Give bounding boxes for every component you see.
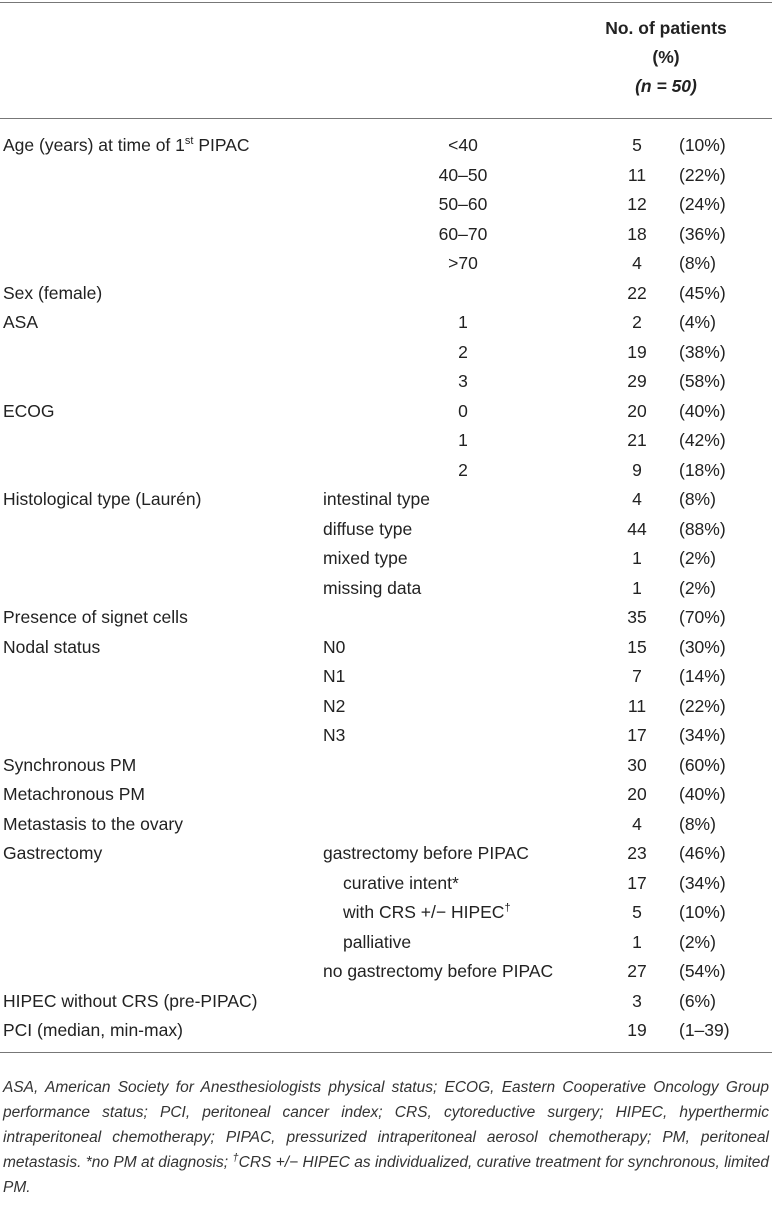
table-row (0, 515, 772, 545)
footnote-dagger: † (232, 1151, 239, 1164)
row-count: 4 (632, 489, 642, 510)
row-subcategory (313, 810, 613, 840)
row-subcategory (313, 515, 613, 545)
table-row (0, 898, 772, 928)
row-count: 2 (632, 312, 642, 333)
row-label (0, 190, 313, 220)
table-row (0, 574, 772, 604)
table-row (0, 190, 772, 220)
row-subcategory (313, 131, 613, 161)
row-subcategory (313, 839, 613, 869)
row-label (0, 515, 313, 545)
row-subcategory-text (313, 902, 613, 923)
row-count: 3 (632, 990, 642, 1011)
row-percent: (1–39) (679, 1020, 730, 1041)
row-subcategory-text (313, 135, 613, 156)
row-subcategory-value: 3 (458, 371, 468, 392)
row-percent: (40%) (679, 784, 726, 805)
row-subcategory-value: no gastrectomy before PIPAC (323, 961, 554, 982)
row-label (0, 957, 313, 987)
row-label (0, 692, 313, 722)
table-row (0, 220, 772, 250)
row-subcategory-value: <40 (448, 135, 478, 156)
table-row (0, 839, 772, 869)
row-label (0, 397, 313, 427)
row-label-text: Presence of signet cells (3, 607, 188, 628)
row-count: 5 (632, 902, 642, 923)
row-count: 27 (627, 961, 647, 982)
row-count: 7 (632, 666, 642, 687)
row-label (0, 751, 313, 781)
row-count: 35 (627, 607, 647, 628)
row-subcategory-text (313, 460, 613, 481)
row-subcategory-text (313, 873, 613, 894)
row-label-text: HIPEC without CRS (pre-PIPAC) (3, 990, 258, 1011)
row-subcategory (313, 485, 613, 515)
row-count: 1 (632, 931, 642, 952)
row-label (0, 161, 313, 191)
header-no-of-patients: No. of patients (605, 18, 727, 38)
row-label-text: ASA (3, 312, 39, 333)
row-label (0, 869, 313, 899)
row-count: 22 (627, 282, 647, 303)
table-footnote (3, 1075, 769, 1200)
row-subcategory-value: curative intent* (343, 872, 459, 893)
row-subcategory (313, 338, 613, 368)
table-row (0, 338, 772, 368)
row-subcategory (313, 397, 613, 427)
row-subcategory (313, 1016, 613, 1046)
row-count: 44 (627, 518, 647, 539)
row-percent: (4%) (679, 312, 716, 333)
row-percent: (6%) (679, 990, 716, 1011)
row-count: 17 (627, 872, 647, 893)
row-subcategory (313, 249, 613, 279)
header-percent: (%) (652, 47, 680, 67)
table-row (0, 426, 772, 456)
row-count: 20 (627, 400, 647, 421)
table-row (0, 780, 772, 810)
table-row (0, 485, 772, 515)
row-count: 5 (632, 135, 642, 156)
table-row (0, 633, 772, 663)
row-label (0, 220, 313, 250)
row-percent: (24%) (679, 194, 726, 215)
row-label (0, 338, 313, 368)
footnote-text-2: CRS +/− HIPEC as individualized, curative treatment for synchronous, limited PM. (3, 1154, 769, 1196)
row-subcategory (313, 603, 613, 633)
row-subcategory (313, 662, 613, 692)
row-subcategory (313, 780, 613, 810)
table-row (0, 249, 772, 279)
row-label (0, 662, 313, 692)
row-subcategory-text (313, 401, 613, 422)
row-subcategory-text (313, 342, 613, 363)
row-percent: (60%) (679, 754, 726, 775)
row-subcategory (313, 279, 613, 309)
table-row (0, 279, 772, 309)
row-subcategory-value: N2 (323, 695, 346, 716)
row-subcategory-text (313, 224, 613, 245)
row-count: 4 (632, 813, 642, 834)
row-subcategory-text (313, 194, 613, 215)
row-subcategory (313, 898, 613, 928)
row-count: 11 (627, 164, 647, 185)
row-subcategory-value: 2 (458, 459, 468, 480)
row-label-text: PCI (median, min-max) (3, 1020, 183, 1041)
row-label (0, 249, 313, 279)
row-label (0, 308, 313, 338)
row-subcategory-text (313, 666, 613, 687)
patient-characteristics-table (0, 131, 772, 1046)
row-label-text: Sex (female) (3, 282, 103, 303)
row-percent: (2%) (679, 548, 716, 569)
row-subcategory-value: 1 (458, 430, 468, 451)
row-label (0, 987, 313, 1017)
row-label (0, 456, 313, 486)
row-count: 9 (632, 459, 642, 480)
row-subcategory-text (313, 165, 613, 186)
row-subcategory (313, 751, 613, 781)
row-subcategory-text (313, 932, 613, 953)
row-subcategory-text (313, 578, 613, 599)
row-label (0, 898, 313, 928)
row-subcategory-text (313, 312, 613, 333)
bottom-rule (0, 1052, 772, 1053)
table-row (0, 456, 772, 486)
table-row (0, 810, 772, 840)
row-label (0, 839, 313, 869)
row-count: 19 (627, 1020, 647, 1041)
table-row (0, 662, 772, 692)
row-subcategory-text (313, 961, 613, 982)
row-label (0, 426, 313, 456)
row-label (0, 279, 313, 309)
row-label (0, 810, 313, 840)
table-row (0, 308, 772, 338)
row-count: 19 (627, 341, 647, 362)
row-subcategory (313, 692, 613, 722)
row-count: 1 (632, 577, 642, 598)
row-subcategory-value: 1 (458, 312, 468, 333)
table-row (0, 987, 772, 1017)
row-count: 20 (627, 784, 647, 805)
row-label (0, 485, 313, 515)
row-subcategory (313, 426, 613, 456)
row-percent: (38%) (679, 341, 726, 362)
row-percent: (2%) (679, 931, 716, 952)
row-count: 30 (627, 754, 647, 775)
row-label-text: ECOG (3, 400, 55, 421)
row-subcategory-text (313, 548, 613, 569)
row-label-text: Metachronous PM (3, 784, 146, 805)
row-percent: (2%) (679, 577, 716, 598)
row-percent: (8%) (679, 489, 716, 510)
row-percent: (42%) (679, 430, 726, 451)
row-subcategory-text (313, 696, 613, 717)
row-count: 17 (627, 725, 647, 746)
row-subcategory-text (313, 725, 613, 746)
row-label (0, 1016, 313, 1046)
row-subcategory-value: palliative (343, 931, 412, 952)
row-subcategory-text (313, 253, 613, 274)
row-label (0, 574, 313, 604)
row-count: 4 (632, 253, 642, 274)
row-percent: (10%) (679, 902, 726, 923)
row-count: 18 (627, 223, 647, 244)
row-subcategory (313, 957, 613, 987)
row-subcategory-text (313, 430, 613, 451)
row-subcategory-text (313, 637, 613, 658)
table-row (0, 603, 772, 633)
row-label (0, 367, 313, 397)
row-percent: (88%) (679, 518, 726, 539)
row-subcategory-value: diffuse type (323, 518, 413, 539)
header-rule (0, 118, 772, 119)
table-row (0, 161, 772, 191)
row-subcategory (313, 544, 613, 574)
row-subcategory (313, 161, 613, 191)
table-row (0, 869, 772, 899)
table-row (0, 692, 772, 722)
table-row (0, 397, 772, 427)
row-subcategory (313, 574, 613, 604)
row-label-text: Synchronous PM (3, 754, 137, 775)
row-percent: (40%) (679, 400, 726, 421)
row-count: 23 (627, 843, 647, 864)
row-label-sup: st (184, 135, 194, 148)
row-subcategory (313, 367, 613, 397)
table-row (0, 367, 772, 397)
row-count: 15 (627, 636, 647, 657)
row-percent: (54%) (679, 961, 726, 982)
row-subcategory-value: 50–60 (438, 194, 488, 215)
row-subcategory-sup: † (504, 902, 511, 915)
row-label (0, 131, 313, 161)
row-percent: (58%) (679, 371, 726, 392)
row-label (0, 721, 313, 751)
row-subcategory-value: mixed type (323, 548, 408, 569)
row-percent: (10%) (679, 135, 726, 156)
row-subcategory-text (313, 371, 613, 392)
row-subcategory-value: 2 (458, 341, 468, 362)
row-count: 12 (627, 194, 647, 215)
row-subcategory (313, 869, 613, 899)
row-subcategory-value: intestinal type (323, 489, 431, 510)
row-percent: (22%) (679, 164, 726, 185)
row-subcategory-value: 0 (458, 400, 468, 421)
row-subcategory-value: 40–50 (438, 164, 488, 185)
row-percent: (30%) (679, 636, 726, 657)
row-subcategory (313, 308, 613, 338)
row-percent: (22%) (679, 695, 726, 716)
row-subcategory (313, 633, 613, 663)
row-subcategory-text (313, 843, 613, 864)
row-label (0, 780, 313, 810)
row-label (0, 603, 313, 633)
row-percent: (70%) (679, 607, 726, 628)
top-rule (0, 2, 772, 3)
row-subcategory (313, 456, 613, 486)
row-percent: (34%) (679, 725, 726, 746)
table-row (0, 957, 772, 987)
row-label-text: Nodal status (3, 636, 101, 657)
row-label-suffix: PIPAC (193, 135, 250, 156)
row-count: 1 (632, 548, 642, 569)
row-percent: (45%) (679, 282, 726, 303)
row-subcategory-value: N0 (323, 636, 346, 657)
table-row (0, 721, 772, 751)
row-subcategory-text (313, 489, 613, 510)
row-percent: (36%) (679, 223, 726, 244)
row-subcategory-text (313, 519, 613, 540)
row-subcategory-value: N3 (323, 725, 346, 746)
row-label (0, 544, 313, 574)
row-percent: (34%) (679, 872, 726, 893)
row-subcategory-value: with CRS +/− HIPEC (343, 902, 505, 923)
row-subcategory-value: missing data (323, 577, 422, 598)
row-label (0, 928, 313, 958)
row-subcategory-value: N1 (323, 666, 346, 687)
table-row (0, 131, 772, 161)
row-subcategory (313, 987, 613, 1017)
footnote-text: ASA, American Society for Anesthesiologists physical status; ECOG, Eastern Cooperative Oncology Group performance status; PCI, peritoneal cancer index; CRS, cytoreductive surgery; HIPEC, hyperthermic intraperitoneal chemotherapy; PIPAC, pressurized intraperitoneal aerosol chemotherapy; PM, peritoneal metastasis. *no PM at diagnosis; (3, 1079, 769, 1171)
row-label-text: Age (years) at time of 1 (3, 135, 185, 156)
header-n: (n = 50) (635, 76, 697, 96)
row-percent: (14%) (679, 666, 726, 687)
row-label-text: Histological type (Laurén) (3, 489, 202, 510)
row-count: 29 (627, 371, 647, 392)
row-percent: (8%) (679, 813, 716, 834)
row-label-text: Metastasis to the ovary (3, 813, 183, 834)
row-label (0, 633, 313, 663)
row-percent: (46%) (679, 843, 726, 864)
table-row (0, 1016, 772, 1046)
row-percent: (8%) (679, 253, 716, 274)
table-row (0, 928, 772, 958)
row-label-text: Gastrectomy (3, 843, 103, 864)
row-subcategory (313, 721, 613, 751)
row-subcategory-value: >70 (448, 253, 478, 274)
row-subcategory (313, 220, 613, 250)
row-subcategory (313, 928, 613, 958)
row-subcategory-value: 60–70 (438, 223, 488, 244)
row-subcategory-value: gastrectomy before PIPAC (323, 843, 529, 864)
table-row (0, 751, 772, 781)
table-row (0, 544, 772, 574)
row-count: 21 (627, 430, 647, 451)
row-subcategory (313, 190, 613, 220)
row-percent: (18%) (679, 459, 726, 480)
row-count: 11 (627, 695, 647, 716)
